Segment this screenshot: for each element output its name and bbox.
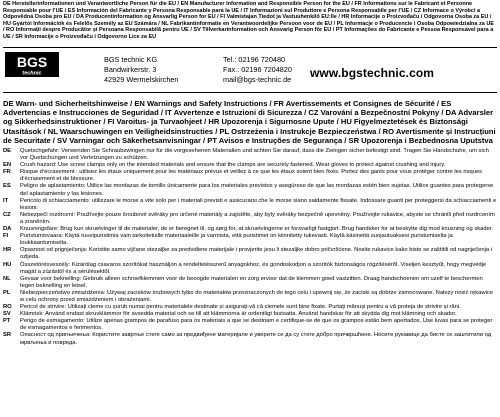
warning-item (3, 304, 497, 311)
fax: Fax.: 02196 7204820 (223, 65, 292, 74)
street: Bandwirkerstr. 3 (104, 65, 157, 74)
language-code: EN (3, 162, 12, 169)
warning-item (3, 198, 497, 212)
warning-item (3, 247, 497, 261)
warning-text: Crush hazard: Use screw clamps only on the intended materials and ensure that the clamps are securely fastened. Wear gloves to protect against crushing and injury. (20, 162, 446, 169)
language-code: PT (3, 318, 11, 325)
language-code: NL (3, 275, 11, 282)
email: mail@bgs-technic.de (223, 75, 292, 84)
warning-text: Klämrisk: Använd endast skruvklämmor för avsedda material och se till att klämmorna är ordentligt fastsatta. Använd handskar för att skydda dig mot klämning och skador. (20, 311, 457, 318)
warning-item (3, 233, 497, 247)
bgs-logo (5, 52, 59, 77)
language-code: DE (3, 148, 12, 154)
language-code: RO (3, 304, 12, 311)
warning-text: Опасност од пригњечења: Користите завртње стеге само за предвиђене материјале и уверите се да су стеге добро причвршћене. Носите рукавице да бисте се заштитили од мрвљења и повреда. (20, 332, 492, 346)
warnings-heading: DE Warn- und Sicherheitshinweise / EN Warnings and Safety Instructions / FR Avertissements et Consignes de Sécurité / ES Advertencias e Instrucciones de Seguridad / IT Avvertenze e Istruzioni di Sicurezza / CZ Varování a Bezpečnostní Pokyny / DA Advarsler og Sikkerhedsinstruktioner / FI Varoitus- ja Turvaohjeet / HR Upozorenja i Sigurnosne Upute / HU Figyelmeztetések és Biztonsági Utasítások / NL Waarschuwingen en Veiligheidsinstructies / PL Ostrzeżenia i Instrukcje Bezpieczeństwa / RO Avertismente și Instrucțiuni de Securitate / SV Varningar och Säkerhetsanvisningar / PT Avisos e Instruções de Segurança / SR Upozorenja i Bezbednosna Uputstva (3, 99, 496, 145)
warning-text: Pericolo di schiacciamento: utilizzare le morse a vite solo per i materiali previsti e assicurarsi che le morse siano saldamente fissate. Indossare guanti per proteggersi da schiacciamenti e lesioni. (20, 197, 497, 211)
city: 42929 Wermelskirchen (104, 75, 179, 84)
warning-item (3, 290, 497, 304)
language-code: SR (3, 332, 12, 339)
language-code: ES (3, 183, 11, 190)
divider (3, 47, 497, 48)
language-code: CZ (3, 211, 11, 218)
warning-text: Quetschgefahr: Verwenden Sie Schraubzwingen nur für die vorgesehenen Materialien und achten Sie darauf, dass die Zwingen sicher befestigt sind. Tragen Sie Handschuhe, um sich vor Quetschungen und Verletzungen zu schützen. (20, 148, 489, 162)
warning-text: Knusningsfare: Brug kun skruetvinger til de materialer, de er beregnet til, og sørg for, at skruetvingerne er forsvarligt fastgjort. Brug handsker for at beskytte dig mod knusning og skader. (20, 226, 494, 233)
warning-item (3, 183, 497, 197)
warning-item (3, 276, 497, 290)
divider (3, 92, 497, 93)
warning-text: Pericol de strivire: Utilizați cleme cu șurub numai pentru materialele destinate și asigurați-vă că clemele sunt bine fixate. Purtați mănuși pentru a vă proteja de strivire și răni. (20, 304, 461, 311)
warning-item (3, 169, 497, 183)
warning-item (3, 318, 497, 332)
warning-text: Niebezpieczeństwo zmiażdżenia: Używaj zacisków śrubowych tylko do materiałów przeznaczonych do tego celu i upewnij się, że zaciski są dobrze zamocowane. Należy nosić rękawice w celu ochrony przed zmiażdżeniem i obrażeniami. (20, 289, 493, 303)
svg-text:technic: technic (22, 70, 42, 77)
warning-item (3, 262, 497, 276)
warning-text: Nebezpečí rozdrcení: Používejte pouze šroubové svěráky pro určené materiály a zajistěte, aby byly svěráky bezpečně upevněny. Používejte rukavice, abyste se chránili před rozdrcením a zraněním. (20, 211, 495, 225)
language-code: FR (3, 169, 11, 176)
svg-text:BGS: BGS (16, 54, 48, 70)
warning-text: Risque d’écrasement : utilisez les étaux uniquement pour les matériaux prévus et veillez à ce que les étaux soient bien fixés. Portez des gants pour vous protéger contre les risques d’écrasement et de blessure. (20, 169, 483, 183)
warning-item (3, 148, 497, 162)
warning-text: Összetörésveszély: Kizárólag csavaros szorítókat használjon a rendeltetésszerű anyagokhoz, és gondoskodjon a szorítók biztonságos rögzítéséről. Viseljen kesztyűt, hogy megvédje magát a zúzástól és a sérülésektől. (20, 261, 487, 275)
language-code: SV (3, 311, 11, 318)
warning-item (3, 311, 497, 318)
telephone: Tel.: 02196 720480 (223, 55, 286, 64)
manufacturer-info-heading: DE Herstellerinformationen und Verantwortliche Person für die EU / EN Manufacturer Information and Responsible Person for the EU / FR Informations sur le Fabricant et Personne Responsable pour l’UE / ES Información del Fabricante y Persona Responsable para la UE / IT Informazioni sul Produttore e Persona Responsabile per l’UE / CZ Informace o Výrobci a Odpovědná Osoba pro EU / DA Producentinformation og Ansvarlig Person for EU / FI Valmistajan Tiedot ja Vastuuhenkilö EU:lle / HR Informacije o Proizvođaču i Odgovorna Osoba za EU / HU Gyártói Információk és Felelős Személy az EU Számára / NL Fabrikantinformatie en Verantwoordelijke Persoon voor de EU / PL Informacje o Producencie i Osoba Odpowiedzialna za UE / RO Informații despre Producător și Persoana Responsabilă pentru UE / SV Tillverkarinformation och Ansvarig Person för EU / PT Informações do Fabricante e Pessoa Responsável para a UE / SR Informacije o Proizvođaču i Odgovorno Lice za EU (3, 1, 494, 40)
warnings-list (3, 148, 497, 347)
company-contact (223, 55, 292, 85)
warning-item (3, 226, 497, 233)
language-code: PL (3, 289, 11, 296)
language-code: FI (3, 233, 9, 240)
warning-item (3, 212, 497, 226)
warning-text: Gevaar voor beknelling: Gebruik alleen schroefklemmen voor de beoogde materialen en zorg ervoor dat de klemmen goed vastzitten. Draag handschoenen om uzelf te beschermen tegen beknelling en letsel. (20, 275, 483, 289)
warning-text: Peligro de aplastamiento: Utilice las mordazas de tornillo únicamente para los materiales previstos y asegúrese de que las mordazas estén bien sujetas. Utilice guantes para protegerse del aplastamiento y las lesiones. (20, 183, 494, 197)
language-code: DA (3, 226, 12, 233)
website: www.bgstechnic.com (310, 66, 435, 80)
company-name: BGS technic KG (104, 55, 158, 64)
warning-text: Puristumisvaara: Käytä ruuvipuristimia vain tarkoitetuille materiaaleille ja varmista, että puristimet on kiinnitetty tukevasti. Käytä käsineitä suojautuaksesi puristumiselta ja loukkaantumiselta. (20, 233, 453, 247)
warning-item (3, 332, 497, 346)
language-code: IT (3, 197, 9, 204)
company-address (104, 55, 179, 85)
language-code: HR (3, 247, 12, 254)
warning-item (3, 162, 497, 169)
warning-text: Perigo de esmagamento: Utilize apenas grampos de parafuso para os materiais a que se destinam e certifique-se de que os grampos estão bem apertados. Use luvas para se proteger de esmagamentos e ferimentos. (20, 318, 493, 332)
warning-text: Opasnost od prignječenja: Koristite samo vijčane stezaljke za predviđene materijale i provjerite jesu li stezaljke dobro pričvršćene. Nosite rukavice kako biste se zaštitili od nagnječenja i ozljeda. (20, 247, 493, 261)
language-code: HU (3, 261, 12, 268)
